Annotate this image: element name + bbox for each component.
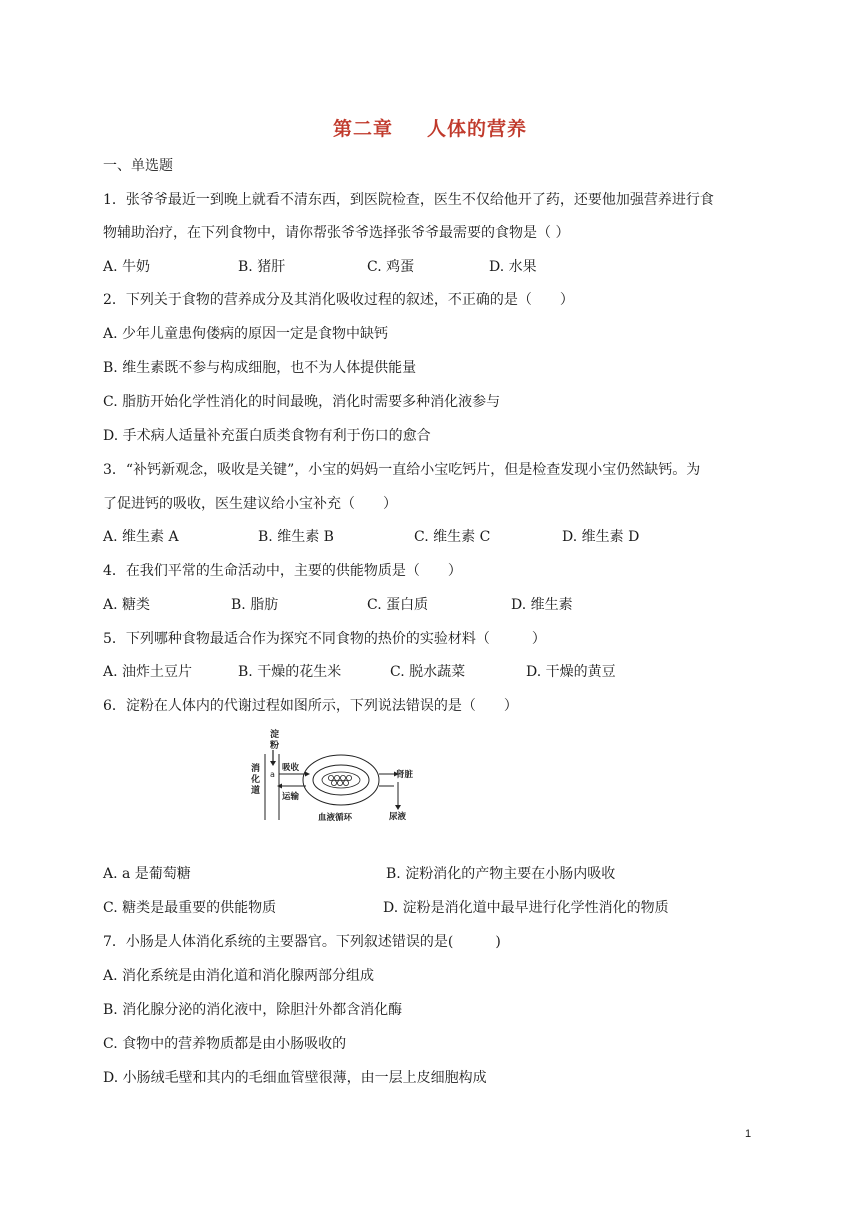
label-tract-3: 道 bbox=[251, 786, 261, 796]
q6-stem: 6．淀粉在人体内的代谢过程如图所示，下列说法错误的是（ ） bbox=[103, 698, 518, 714]
q5-option-a: A. 油炸土豆片 bbox=[103, 664, 193, 680]
q2-option-b: B. 维生素既不参与构成细胞，也不为人体提供能量 bbox=[103, 360, 417, 376]
page-number: 1 bbox=[745, 1128, 752, 1140]
label-a: a bbox=[270, 770, 275, 779]
q5-stem: 5．下列哪种食物最适合作为探究不同食物的热价的实验材料（ ） bbox=[103, 631, 546, 647]
q1-option-b: B. 猪肝 bbox=[238, 259, 286, 275]
title-chapter: 第二章 bbox=[332, 118, 393, 140]
q1-option-a: A. 牛奶 bbox=[103, 259, 151, 275]
q3-option-d: D. 维生素 D bbox=[562, 529, 640, 545]
urine-arrowhead bbox=[395, 805, 401, 810]
q1-option-c: C. 鸡蛋 bbox=[367, 259, 415, 275]
q1-stem-line1: 1．张爷爷最近一到晚上就看不清东西，到医院检查，医生不仅给他开了药，还要他加强营养进行食 bbox=[103, 192, 714, 208]
q3-option-a: A. 维生素 A bbox=[103, 529, 179, 545]
q4-stem: 4．在我们平常的生命活动中，主要的供能物质是（ ） bbox=[103, 563, 462, 579]
q6-option-d: D. 淀粉是消化道中最早进行化学性消化的物质 bbox=[383, 900, 669, 916]
q4-option-b: B. 脂肪 bbox=[231, 597, 279, 613]
q1-stem-line2: 物辅助治疗，在下列食物中，请你帮张爷爷选择张爷爷最需要的食物是（ ） bbox=[103, 225, 570, 241]
q7-stem: 7．小肠是人体消化系统的主要器官。下列叙述错误的是( ) bbox=[103, 934, 501, 950]
q6-option-b: B. 淀粉消化的产物主要在小肠内吸收 bbox=[386, 866, 616, 882]
page-title bbox=[0, 114, 860, 141]
q1-option-d: D. 水果 bbox=[489, 259, 537, 275]
section-heading: 一、单选题 bbox=[103, 158, 173, 174]
q2-option-c: C. 脂肪开始化学性消化的时间最晚，消化时需要多种消化液参与 bbox=[103, 394, 501, 410]
q6-option-a: A. a 是葡萄糖 bbox=[103, 866, 191, 882]
q5-option-c: C. 脱水蔬菜 bbox=[390, 664, 466, 680]
q3-stem-line2: 了促进钙的吸收，医生建议给小宝补充（ ） bbox=[103, 496, 397, 512]
title-topic: 人体的营养 bbox=[427, 118, 528, 140]
label-starch-2: 粉 bbox=[270, 741, 280, 751]
q7-option-a: A. 消化系统是由消化道和消化腺两部分组成 bbox=[103, 968, 375, 984]
label-kidney: 肾脏 bbox=[396, 770, 414, 780]
label-circulation: 血液循环 bbox=[318, 813, 353, 822]
q7-option-c: C. 食物中的营养物质都是由小肠吸收的 bbox=[103, 1036, 347, 1052]
label-absorb: 吸收 bbox=[282, 763, 300, 773]
label-tract-1: 消 bbox=[251, 764, 261, 774]
starch-down-arrowhead bbox=[270, 761, 276, 766]
label-starch-1: 淀 bbox=[270, 730, 280, 740]
starch-metabolism-diagram bbox=[248, 726, 418, 822]
q3-option-b: B. 维生素 B bbox=[258, 529, 334, 545]
q4-option-d: D. 维生素 bbox=[511, 597, 573, 613]
absorb-arrowhead bbox=[305, 772, 310, 777]
q4-option-a: A. 糖类 bbox=[103, 597, 151, 613]
blood-cells bbox=[328, 775, 351, 785]
q5-option-d: D. 干燥的黄豆 bbox=[526, 664, 616, 680]
q3-option-c: C. 维生素 C bbox=[414, 529, 491, 545]
q7-option-b: B. 消化腺分泌的消化液中，除胆汁外都含消化酶 bbox=[103, 1002, 403, 1018]
q7-option-d: D. 小肠绒毛壁和其内的毛细血管壁很薄，由一层上皮细胞构成 bbox=[103, 1070, 487, 1086]
q2-option-a: A. 少年儿童患佝偻病的原因一定是食物中缺钙 bbox=[103, 326, 389, 342]
q2-option-d: D. 手术病人适量补充蛋白质类食物有利于伤口的愈合 bbox=[103, 428, 431, 444]
q5-option-b: B. 干燥的花生米 bbox=[238, 664, 342, 680]
q4-option-c: C. 蛋白质 bbox=[367, 597, 429, 613]
label-tract-2: 化 bbox=[251, 775, 261, 785]
q6-option-c: C. 糖类是最重要的供能物质 bbox=[103, 900, 277, 916]
q3-stem-line1: 3．“补钙新观念，吸收是关键”，小宝的妈妈一直给小宝吃钙片，但是检查发现小宝仍然缺钙。为 bbox=[103, 462, 701, 478]
label-urine: 尿液 bbox=[389, 812, 407, 822]
label-transport: 运输 bbox=[282, 792, 300, 802]
q2-stem: 2．下列关于食物的营养成分及其消化吸收过程的叙述，不正确的是（ ） bbox=[103, 292, 574, 308]
